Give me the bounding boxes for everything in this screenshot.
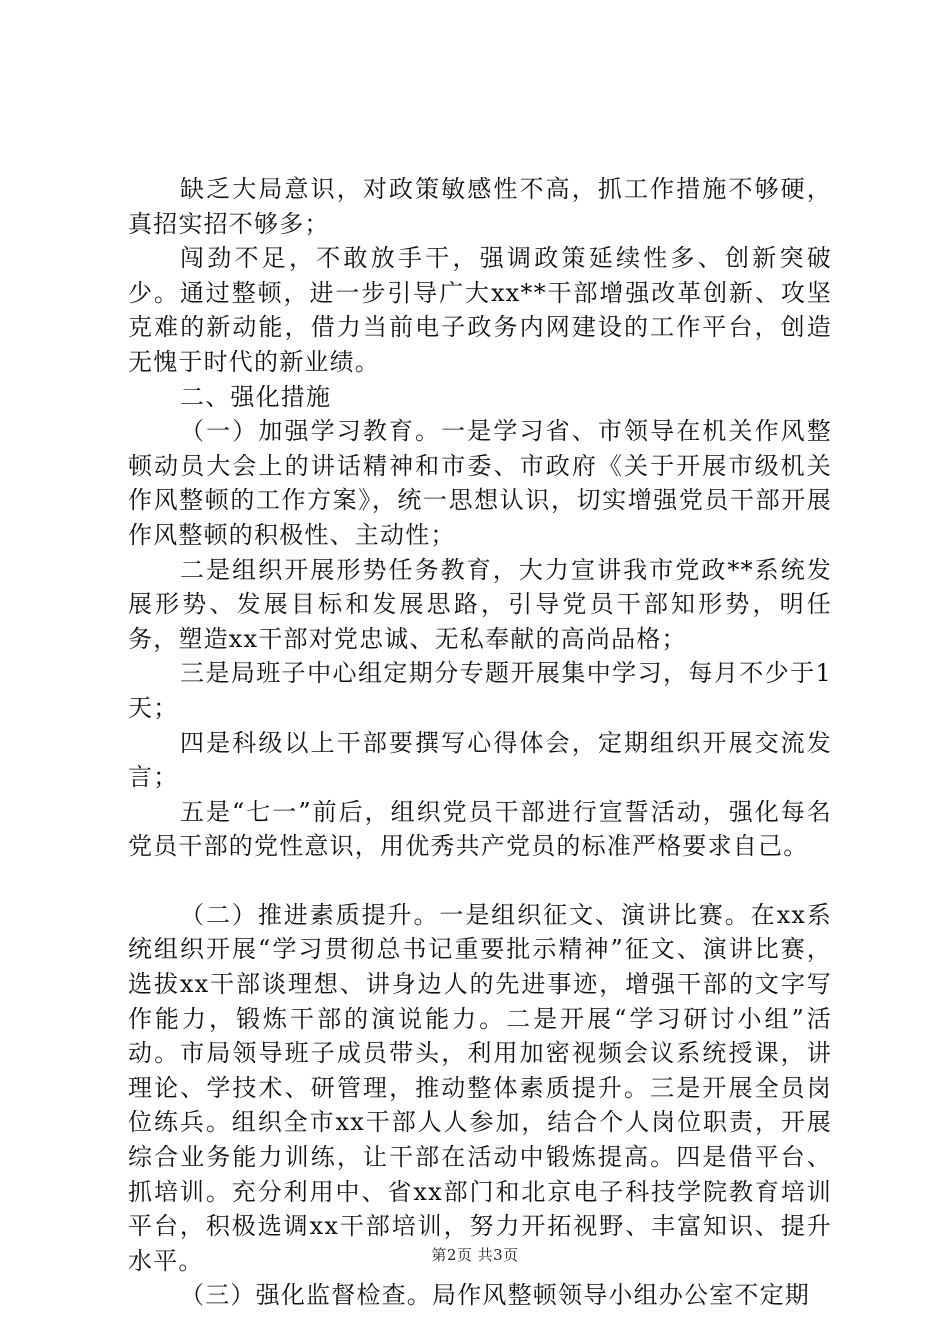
paragraph-lacking-overall-awareness: 缺乏大局意识，对政策敏感性不高，抓工作措施不够硬，真招实招不够多；: [128, 175, 832, 238]
document-body: [128, 172, 832, 1313]
paragraph-strengthen-study-education: （一）加强学习教育。一是学习省、市领导在机关作风整顿动员大会上的讲话精神和市委、市政府《关于开展市级机关作风整顿的工作方案》，统一思想认识，切实增强党员干部开展作风整顿的积极性、主动性；: [128, 417, 832, 549]
paragraph-lacking-drive: 闯劲不足，不敢放手干，强调政策延续性多、创新突破少。通过整顿，进一步引导广大xx**干部增强改革创新、攻坚克难的新动能，借力当前电子政务内网建设的工作平台，创造无愧于时代的新业绩。: [128, 244, 832, 376]
paragraph-quality-improvement: （二）推进素质提升。一是组织征文、演讲比赛。在xx系统组织开展“学习贯彻总书记重要批示精神”征文、演讲比赛，选拔xx干部谈理想、讲身边人的先进事迹，增强干部的文字写作能力，锻炼干部的演说能力。二是开展“学习研讨小组”活动。市局领导班子成员带头，利用加密视频会议系统授课，讲理论、学技术、研管理，推动整体素质提升。三是开展全员岗位练兵。组织全市xx干部人人参加，结合个人岗位职责，开展综合业务能力训练，让干部在活动中锻炼提高。四是借平台、抓培训。充分利用中、省xx部门和北京电子科技学院教育培训平台，积极选调xx干部培训，努力开拓视野、丰富知识、提升水平。: [128, 900, 832, 1275]
paragraph-july-first-oath: 五是“七一”前后，组织党员干部进行宣誓活动，强化每名党员干部的党性意识，用优秀共产党员的标准严格要求自己。: [128, 797, 832, 861]
paragraph-cadre-reflections: 四是科级以上干部要撰写心得体会，定期组织开展交流发言；: [128, 728, 832, 792]
section-heading-strengthen-measures: 二、强化措施: [180, 382, 332, 411]
paragraph-center-group-study: 三是局班子中心组定期分专题开展集中学习，每月不少于1天；: [128, 659, 832, 722]
paragraph-situation-task-education: 二是组织开展形势任务教育，大力宣讲我市党政**系统发展形势、发展目标和发展思路，引导党员干部知形势，明任务，塑造xx干部对党忠诚、无私奉献的高尚品格；: [128, 555, 832, 653]
paragraph-supervision-inspection: （三）强化监督检查。局作风整顿领导小组办公室不定期: [180, 1281, 810, 1310]
page-footer: 第2页 共3页: [431, 1246, 519, 1264]
